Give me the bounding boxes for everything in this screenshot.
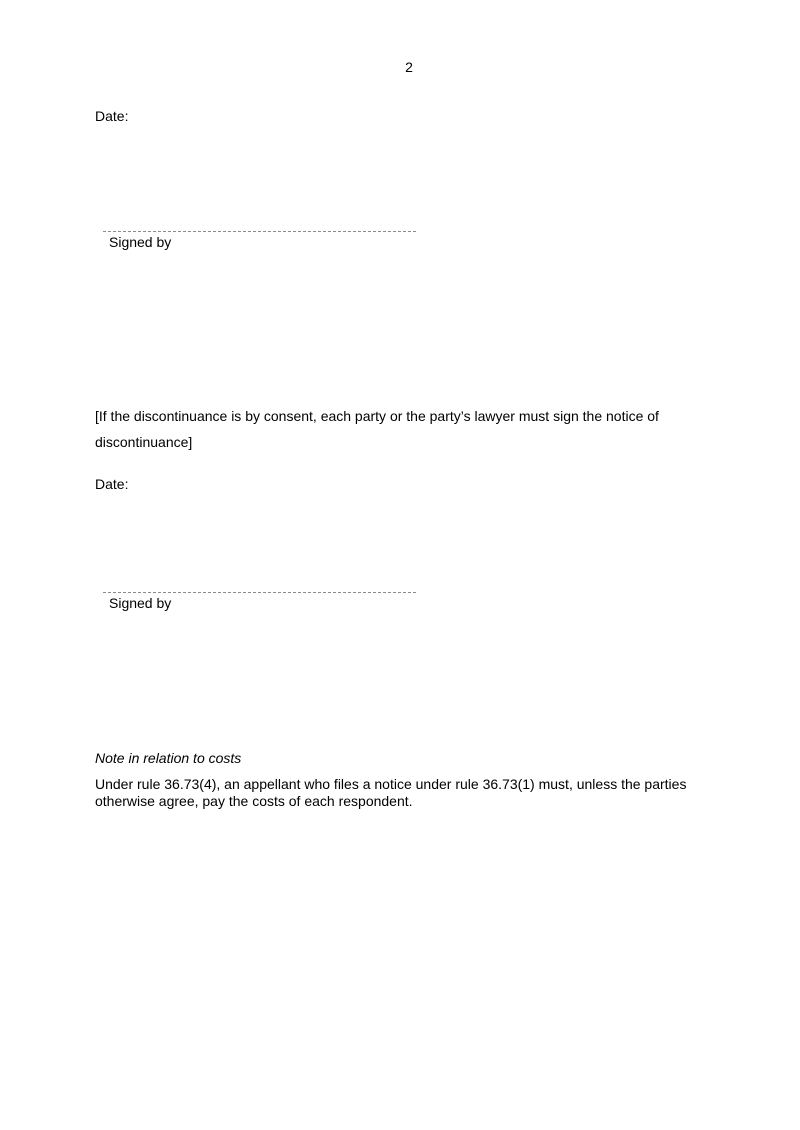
- note-heading: Note in relation to costs: [95, 750, 242, 766]
- page-number: 2: [405, 59, 413, 75]
- date-label-2: Date:: [95, 476, 129, 492]
- signature-line-2: [103, 592, 416, 593]
- date-label-1: Date:: [95, 108, 129, 124]
- signed-by-label-2: Signed by: [109, 595, 172, 611]
- signature-line-1: [103, 231, 416, 232]
- signed-by-label-1: Signed by: [109, 234, 172, 250]
- note-body: Under rule 36.73(4), an appellant who files a notice under rule 36.73(1) must, unless the parties otherwise agree, pay the costs of each respondent.: [95, 776, 687, 809]
- consent-instruction: [If the discontinuance is by consent, each party or the party’s lawyer must sign the notice of discontinuance]: [95, 408, 659, 450]
